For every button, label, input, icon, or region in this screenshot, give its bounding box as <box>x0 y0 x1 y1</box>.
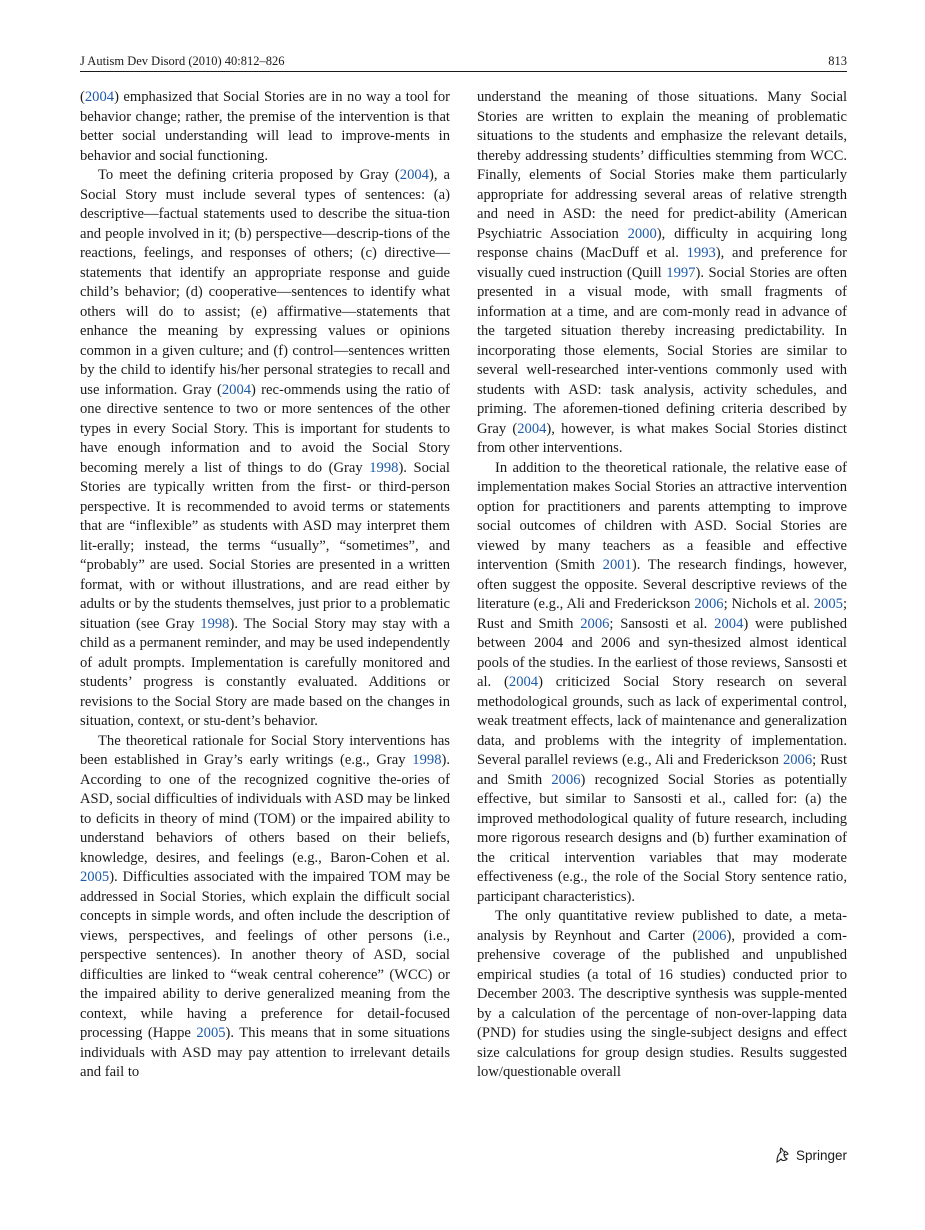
body-text: understand the meaning of those situations. Many Social Stories are written to explain the meaning of problematic situations to the students and emphasize the relevant details, thereby addressing students’ difficulties stemming from WCC. Finally, elements of Social Stories make them particularly appropriate for addressing several areas of relative strength and need in ASD: the need for predict-ability (American Psychiatric Association <box>477 89 847 242</box>
paragraph <box>477 88 847 459</box>
body-text: ). The Social Story may stay with a child as a permanent reminder, and may be used independently of adult prompts. Implementation is carefully monitored and students’ progress is constantly evaluated. Additions or revisions to the Social Story are made based on the changes in situation, context, or stu-dent’s behavior. <box>80 615 450 729</box>
paragraph <box>477 907 847 1083</box>
body-text: ). According to one of the recognized cognitive the-ories of ASD, social difficulties of individuals with ASD may be linked to deficits in theory of mind (TOM) or the impaired ability to understand behaviors of others based on their beliefs, knowledge, desires, and feelings (e.g., Baron-Cohen et al. <box>80 752 450 866</box>
body-text: ; Sansosti et al. <box>609 615 715 632</box>
body-text: In addition to the theoretical rationale, the relative ease of implementation makes Social Stories an attractive intervention option for practitioners and parents attempting to improve social outcomes of children with ASD. Social Stories are viewed by many teachers as a feasible and effective intervention (Smith <box>477 459 847 573</box>
citation-link[interactable]: 1998 <box>369 459 399 476</box>
body-text: ), however, is what makes Social Stories distinct from other interventions. <box>477 420 847 456</box>
citation-link[interactable]: 2005 <box>80 869 110 885</box>
body-text: ). Social Stories are typically written from the first- or third-person perspective. It is recommended to avoid terms or statements that are “inflexible” as students with ASD may interpret them lit-erally; instead, the terms “usually”, “sometimes”, and “probably” are used. Social Stories are presented in a written format, with or without illustrations, and are read either by adults or by the students themselves, just prior to a problematic situation (see Gray <box>80 459 450 632</box>
right-column <box>477 88 847 1083</box>
paragraph <box>80 732 450 1083</box>
body-text: ), provided a com-prehensive coverage of the published and unpublished empirical studies (a total of 16 studies) conducted prior to December 2003. The descriptive synthesis was supple-mented by a calculation of the percentage of non-over-lapping data (PND) for studies using the single-subject designs and effect size calculations for group design studies. Results suggested low/questionable overall <box>477 927 848 1080</box>
body-text: ). This means that in some situations individuals with ASD may pay attention to irrelevant details and fail to <box>80 1025 450 1080</box>
body-text: The only quantitative review published to date, a meta-analysis by Reynhout and Carter ( <box>477 908 847 944</box>
body-text: ). Social Stories are often presented in a visual mode, with small fragments of information at a time, and are com-monly read in advance of the targeted situation thereby increasing predictability. In incorporating those elements, Social Stories are similar to several well-researched inter-ventions commonly used with students with ASD: task analysis, activity schedules, and priming. The aforemen-tioned defining criteria described by Gray ( <box>477 264 847 437</box>
page-number: 813 <box>828 54 847 68</box>
citation-link[interactable]: 2006 <box>697 927 727 944</box>
body-text: ), and preference for visually cued instruction (Quill <box>477 245 847 281</box>
citation-link[interactable]: 1993 <box>686 245 716 261</box>
body-text: ). Difficulties associated with the impaired TOM may be addressed in Social Stories, which explain the difficult social concepts in simple words, and often include the description of views, perspectives, and feelings of other persons (i.e., perspective sentences). In another theory of ASD, social difficulties are linked to “weak central coherence” (WCC) or the impaired ability to derive generalized meaning from the context, while having a preference for detail-focused processing (Happe <box>80 869 450 1041</box>
body-text: The theoretical rationale for Social Story interventions has been established in Gray’s early writings (e.g., Gray <box>80 732 450 768</box>
body-text: ; Rust and Smith <box>477 752 847 788</box>
body-text: ) criticized Social Story research on several methodological grounds, such as lack of experimental control, weak treatment effects, lack of maintenance and generalization data, and problems with the integrity of implementation. Several parallel reviews (e.g., Ali and Frederickson <box>477 674 847 768</box>
left-column <box>80 88 450 1083</box>
citation-link[interactable]: 2006 <box>782 752 813 768</box>
body-text: ( <box>80 89 85 105</box>
citation-link[interactable]: 1998 <box>412 752 442 768</box>
citation-link[interactable]: 2005 <box>813 596 843 612</box>
citation-link[interactable]: 2001 <box>602 557 632 573</box>
citation-link[interactable]: 1997 <box>666 264 696 281</box>
citation-link[interactable]: 2004 <box>714 615 744 632</box>
body-text: ) emphasized that Social Stories are in no way a tool for behavior change; rather, the premise of the intervention is that better social understanding will lead to improve-ments in behavior and social functioning. <box>80 89 450 164</box>
body-text: ) rec-ommends using the ratio of one directive sentence to two or more sentences of the other types in every Social Story. This is important for students to have enough information and to avoid the Social Story becoming merely a list of things to do (Gray <box>80 381 450 476</box>
body-text: ). The research findings, however, often suggest the opposite. Several descriptive reviews of the literature (e.g., Ali and Frederickson <box>477 557 847 612</box>
body-text: ) recognized Social Stories as potentially effective, but similar to Sansosti et al., called for: (a) the improved methodological quality of future research, including more rigorous research designs and (b) further examination of the critical intervention variables that may moderate effectiveness (e.g., the role of the Social Story sentence ratio, participant characteristics). <box>477 771 848 905</box>
body-text: ), a Social Story must include several types of sentences: (a) descriptive—factual statements used to describe the situa-tion and people involved in it; (b) perspective—descrip-tions of the reactions, feelings, and responses of others; (c) directive—statements that identify an appropriate response and guide child’s behavior; (d) cooperative—sentences to identify what others will do to assist; (e) affirmative—statements that enhance the meaning by expressing values or opinions common in a given culture; and (f) control—sentences written by the child to identify his/her personal strategies to recall and use information. Gray ( <box>80 167 450 398</box>
body-text: ) were published between 2004 and 2006 and syn-thesized almost identical pools of the studies. In the earliest of those reviews, Sansosti et al. ( <box>477 615 847 690</box>
body-text: ; Nichols et al. <box>723 596 814 612</box>
citation-link[interactable]: 2006 <box>551 771 581 788</box>
citation-link[interactable]: 2004 <box>517 420 547 437</box>
publisher-logo <box>773 1144 847 1166</box>
running-head <box>80 52 847 70</box>
body-text: To meet the defining criteria proposed by Gray ( <box>98 167 400 183</box>
header-rule <box>80 71 847 72</box>
paragraph <box>80 88 450 166</box>
body-text: ), difficulty in acquiring long response chains (MacDuff et al. <box>477 225 847 261</box>
citation-link[interactable]: 2004 <box>221 381 252 398</box>
springer-horse-icon <box>773 1146 791 1164</box>
citation-link[interactable]: 2004 <box>508 674 539 690</box>
journal-reference: J Autism Dev Disord (2010) 40:812–826 <box>80 54 285 68</box>
paragraph <box>477 459 847 908</box>
citation-link[interactable]: 2004 <box>399 167 429 183</box>
publisher-name: Springer <box>795 1147 847 1163</box>
citation-link[interactable]: 2004 <box>84 89 115 105</box>
citation-link[interactable]: 2000 <box>627 225 657 242</box>
citation-link[interactable]: 2006 <box>694 596 724 612</box>
citation-link[interactable]: 1998 <box>200 615 230 632</box>
body-text: ; Rust and Smith <box>477 596 847 632</box>
paragraph <box>80 166 450 732</box>
citation-link[interactable]: 2005 <box>196 1025 226 1041</box>
citation-link[interactable]: 2006 <box>580 615 610 632</box>
